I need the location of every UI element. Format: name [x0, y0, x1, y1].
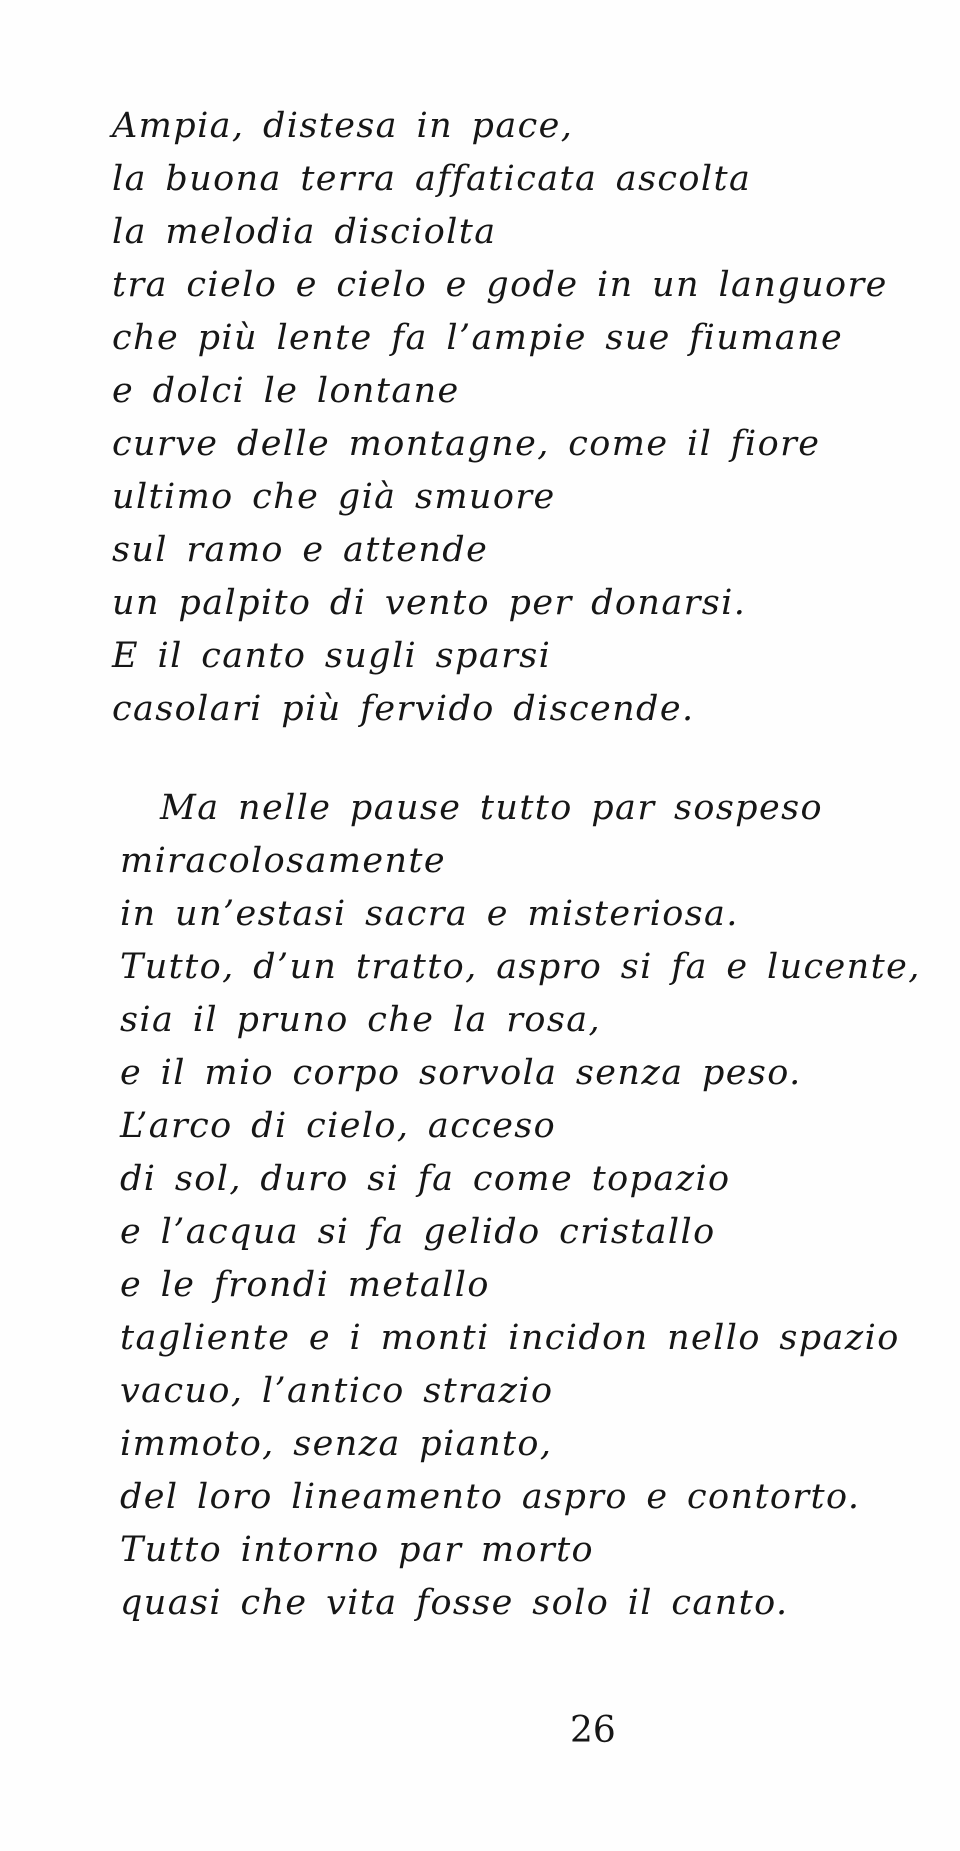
verse-line: L’arco di cielo, acceso	[120, 1106, 557, 1146]
verse-line: la buona terra affaticata ascolta	[112, 159, 752, 199]
verse-line: la melodia disciolta	[112, 212, 497, 252]
verse-line: sia il pruno che la rosa,	[120, 1000, 602, 1040]
verse-line: Ampia, distesa in pace,	[112, 106, 574, 146]
verse-line: che più lente fa l’ampie sue fiumane	[112, 318, 844, 358]
verse-line: vacuo, l’antico strazio	[120, 1371, 554, 1411]
verse-line: casolari più fervido discende.	[112, 689, 695, 729]
verse-line: ultimo che già smuore	[112, 477, 556, 517]
verse-line: tagliente e i monti incidon nello spazio	[120, 1318, 900, 1358]
stanza-1	[112, 100, 888, 736]
verse-line: Tutto, d’un tratto, aspro si fa e lucente,	[120, 947, 921, 987]
verse-line: Tutto intorno par morto	[120, 1530, 595, 1570]
verse-line: in un’estasi sacra e misteriosa.	[120, 894, 739, 934]
verse-line: Ma nelle pause tutto par sospeso	[160, 788, 823, 828]
verse-line: curve delle montagne, come il fiore	[112, 424, 821, 464]
verse-line: di sol, duro si fa come topazio	[120, 1159, 731, 1199]
verse-line: del loro lineamento aspro e contorto.	[120, 1477, 861, 1517]
verse-line: e il mio corpo sorvola senza peso.	[120, 1053, 802, 1093]
verse-line: un palpito di vento per donarsi.	[112, 583, 747, 623]
verse-line: tra cielo e cielo e gode in un languore	[112, 265, 888, 305]
stanza-2	[120, 782, 921, 1630]
verse-line: e le frondi metallo	[120, 1265, 490, 1305]
verse-line: miracolosamente	[120, 841, 446, 881]
verse-line: quasi che vita fosse solo il canto.	[120, 1583, 789, 1623]
verse-line: e dolci le lontane	[112, 371, 460, 411]
page-number: 26	[570, 1710, 616, 1751]
verse-line: sul ramo e attende	[112, 530, 489, 570]
verse-line: E il canto sugli sparsi	[112, 636, 552, 676]
verse-line: immoto, senza pianto,	[120, 1424, 553, 1464]
verse-line: e l’acqua si fa gelido cristallo	[120, 1212, 716, 1252]
